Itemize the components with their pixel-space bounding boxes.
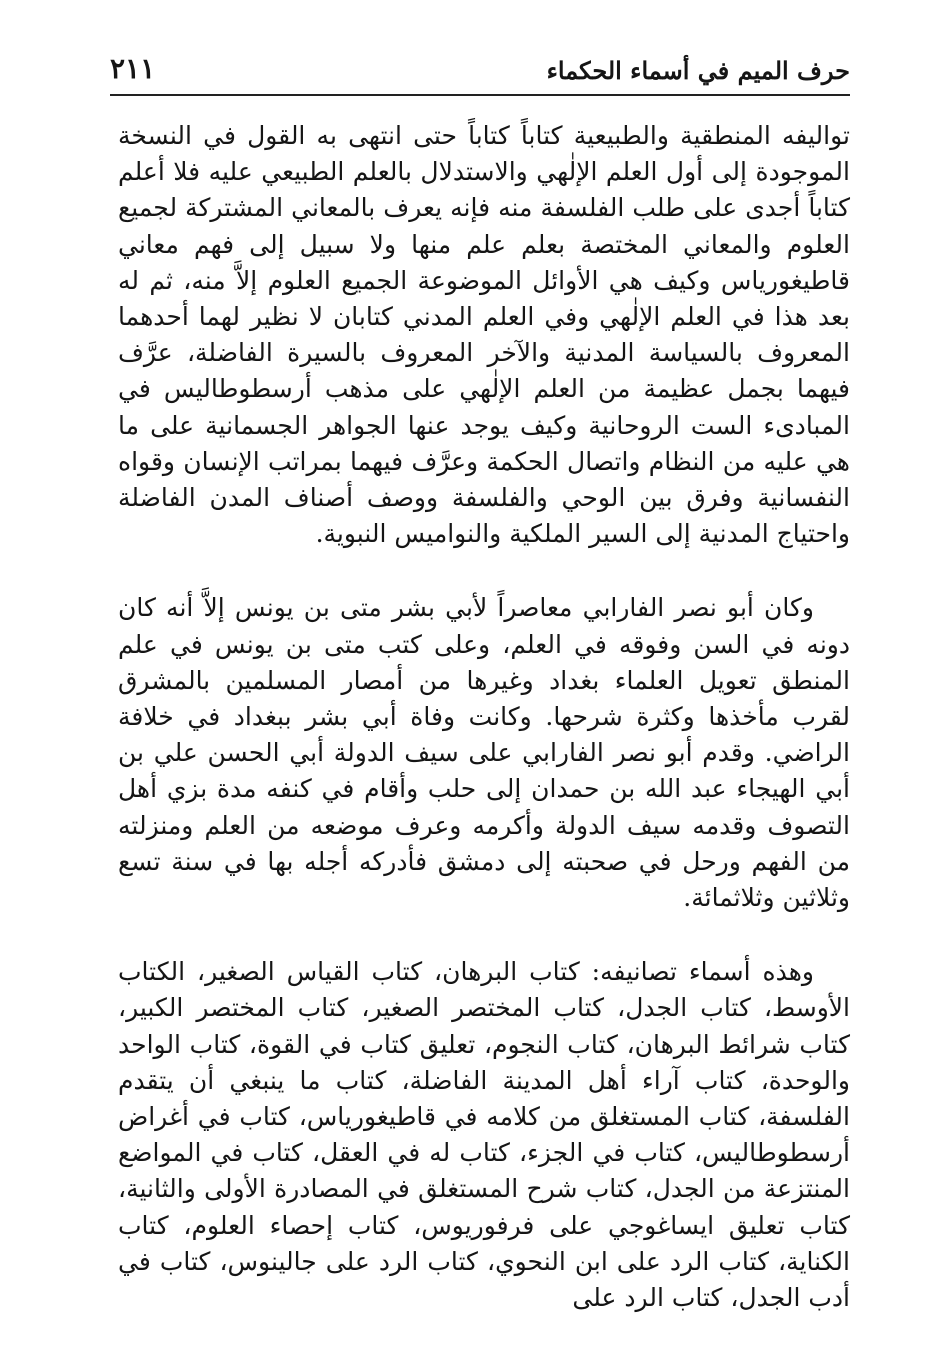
running-header bbox=[110, 46, 850, 96]
body-text bbox=[118, 118, 850, 1316]
paragraph: تواليفه المنطقية والطبيعية كتاباً كتاباً حتى انتهى به القول في النسخة الموجودة إلى أول العلم الإلٰهي والاستدلال بالعلم الطبيعي عليه فلا أعلم كتاباً أجدى على طلب الفلسفة منه فإنه يعرف بالمعاني المشتركة لجميع العلوم والمعاني المختصة بعلم علم منها ولا سبيل إلى فهم معاني قاطيغورياس وكيف هي الأوائل الموضوعة الجميع العلوم إلاَّ منه، ثم له بعد هذا في العلم الإلٰهي وفي العلم المدني كتابان لا نظير لهما أحدهما المعروف بالسياسة المدنية والآخر المعروف بالسيرة الفاضلة، عرَّف فيهما بجمل عظيمة من العلم الإلٰهي على مذهب أرسطوطاليس في المبادىء الست الروحانية وكيف يوجد عنها الجواهر الجسمانية على ما هي عليه من النظام واتصال الحكمة وعرَّف فيهما بمراتب الإنسان وقواه النفسانية وفرق بين الوحي والفلسفة ووصف أصناف المدن الفاضلة واحتياج المدنية إلى السير الملكية والنواميس النبوية. bbox=[118, 121, 850, 549]
page-number: ٢١١ bbox=[110, 52, 156, 85]
chapter-title: حرف الميم في أسماء الحكماء bbox=[546, 56, 850, 85]
paragraph: وهذه أسماء تصانيفه: كتاب البرهان، كتاب القياس الصغير، الكتاب الأوسط، كتاب الجدل، كتاب المختصر الصغير، كتاب المختصر الكبير، كتاب شرائط البرهان، كتاب النجوم، تعليق كتاب في القوة، كتاب الواحد والوحدة، كتاب آراء أهل المدينة الفاضلة، كتاب ما ينبغي أن يتقدم الفلسفة، كتاب المستغلق من كلامه في قاطيغورياس، كتاب في أغراض أرسطوطاليس، كتاب في الجزء، كتاب له في العقل، كتاب في المواضع المنتزعة من الجدل، كتاب شرح المستغلق في المصادرة الأولى والثانية، كتاب تعليق ايساغوجي على فرفوريوس، كتاب إحصاء العلوم، كتاب الكناية، كتاب الرد على ابن النحوي، كتاب الرد على جالينوس، كتاب في أدب الجدل، كتاب الرد على bbox=[118, 957, 850, 1313]
paragraph: وكان أبو نصر الفارابي معاصراً لأبي بشر متى بن يونس إلاَّ أنه كان دونه في السن وفوقه في العلم، وعلى كتب متى بن يونس في علم المنطق تعويل العلماء بغداد وغيرها من أمصار المسلمين بالمشرق لقرب مأخذها وكثرة شرحها. وكانت وفاة أبي بشر ببغداد في خلافة الراضي. وقدم أبو نصر الفارابي على سيف الدولة أبي الحسن علي بن أبي الهيجاء عبد الله بن حمدان إلى حلب وأقام في كنفه مدة بزي أهل التصوف وقدمه سيف الدولة وأكرمه وعرف موضعه من العلم ومنزلته من الفهم ورحل في صحبته إلى دمشق فأدركه أجله بها في سنة تسع وثلاثين وثلاثمائة. bbox=[118, 593, 850, 913]
